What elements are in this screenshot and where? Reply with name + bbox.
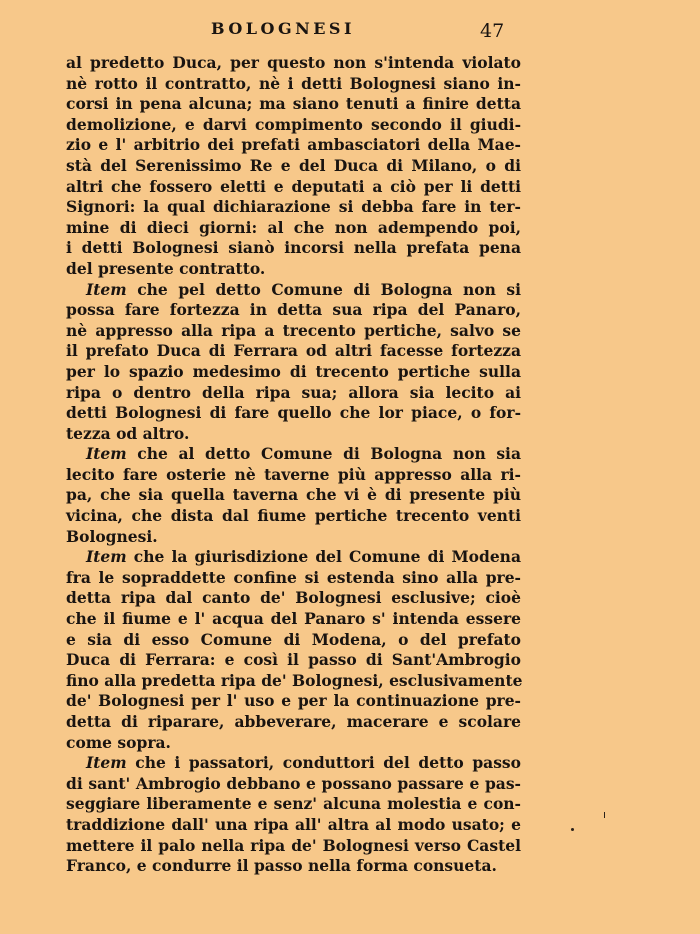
- item-word: Item: [86, 444, 127, 464]
- text-line: possa fare fortezza in detta sua ripa del Panaro,: [66, 300, 521, 320]
- text-line: mine di dieci giorni: al che non adempendo poi,: [66, 217, 521, 237]
- text-line: demolizione, e darvi compimento secondo il giudi-: [66, 114, 521, 134]
- text-line: zio e l' arbitrio dei prefati ambasciatori della Mae-: [66, 135, 521, 155]
- text-line: nè appresso alla ripa a trecento pertiche, salvo se: [66, 320, 521, 340]
- text-line: di sant' Ambrogio debbano e possano passare e pas-: [66, 773, 521, 793]
- text-line: fino alla predetta ripa de' Bolognesi, esclusivamente: [66, 670, 523, 690]
- text-line: Signori: la qual dichiarazione si debba fare in ter-: [66, 197, 521, 217]
- text-line: lecito fare osterie nè taverne più appresso alla ri-: [66, 464, 521, 484]
- page-number: 47: [480, 20, 505, 42]
- text-line: detta di riparare, abbeverare, macerare e scolare: [66, 712, 521, 731]
- text-line: altri che fossero eletti e deputati a ciò per li detti: [66, 176, 521, 196]
- paragraph: [66, 280, 521, 445]
- paragraph: [66, 53, 521, 280]
- text-line: e sia di esso Comune di Modena, o del prefato: [66, 629, 521, 649]
- text-line: fra le sopraddette confine si estenda sino alla pre-: [66, 567, 521, 587]
- text-line: il prefato Duca di Ferrara od altri facesse fortezza: [66, 341, 521, 361]
- paragraph: [66, 444, 521, 547]
- body-text: [66, 53, 521, 877]
- text-line: al predetto Duca, per questo non s'intenda violato: [66, 53, 521, 72]
- text-line: tezza od altro.: [66, 423, 190, 443]
- text-line: del presente contratto.: [66, 258, 266, 278]
- ink-speck: [571, 828, 574, 831]
- text-line: [66, 280, 521, 301]
- text-line: [66, 753, 521, 774]
- running-head: BOLOGNESI: [211, 19, 355, 38]
- text-line: Franco, e condurre il passo nella forma consueta.: [66, 856, 497, 876]
- text-line: come sopra.: [66, 732, 171, 752]
- text-line: [66, 547, 521, 568]
- line-text: che al detto Comune di Bologna non sia: [126, 444, 521, 464]
- text-line: seggiare liberamente e senz' alcuna molestia e con-: [66, 794, 521, 814]
- text-line: Duca di Ferrara: e così il passo di Sant'Ambrogio: [66, 650, 521, 670]
- text-line: che il fiume e l' acqua del Panaro s' intenda essere: [66, 609, 521, 629]
- paragraph: [66, 753, 521, 877]
- line-text: che i passatori, conduttori del detto passo: [126, 753, 521, 773]
- line-text: che pel detto Comune di Bologna non si: [126, 279, 521, 299]
- paragraph: [66, 547, 521, 753]
- text-line: [66, 444, 521, 465]
- text-line: pa, che sia quella taverna che vi è di presente più: [66, 485, 521, 505]
- text-line: de' Bolognesi per l' uso e per la continuazione pre-: [66, 691, 521, 711]
- text-line: detta ripa dal canto de' Bolognesi esclusive; cioè: [66, 588, 521, 608]
- text-line: per lo spazio medesimo di trecento pertiche sulla: [66, 361, 521, 381]
- text-line: traddizione dall' una ripa all' altra al modo usato; e: [66, 814, 521, 834]
- item-word: Item: [86, 547, 127, 567]
- text-line: ripa o dentro della ripa sua; allora sia lecito ai: [66, 382, 521, 402]
- ink-speck: [604, 812, 605, 818]
- line-text: che la giurisdizione del Comune di Modena: [126, 547, 521, 567]
- text-line: Bolognesi.: [66, 526, 158, 546]
- text-line: detti Bolognesi di fare quello che lor piace, o for-: [66, 403, 521, 423]
- text-line: vicina, che dista dal fiume pertiche trecento venti: [66, 506, 521, 526]
- item-word: Item: [86, 279, 127, 299]
- text-line: nè rotto il contratto, nè i detti Bolognesi siano in-: [66, 73, 521, 93]
- text-line: stà del Serenissimo Re e del Duca di Milano, o di: [66, 155, 521, 175]
- text-line: corsi in pena alcuna; ma siano tenuti a finire detta: [66, 94, 521, 114]
- text-line: i detti Bolognesi sianò incorsi nella prefata pena: [66, 238, 521, 258]
- item-word: Item: [86, 753, 127, 773]
- text-line: mettere il palo nella ripa de' Bolognesi verso Castel: [66, 835, 521, 855]
